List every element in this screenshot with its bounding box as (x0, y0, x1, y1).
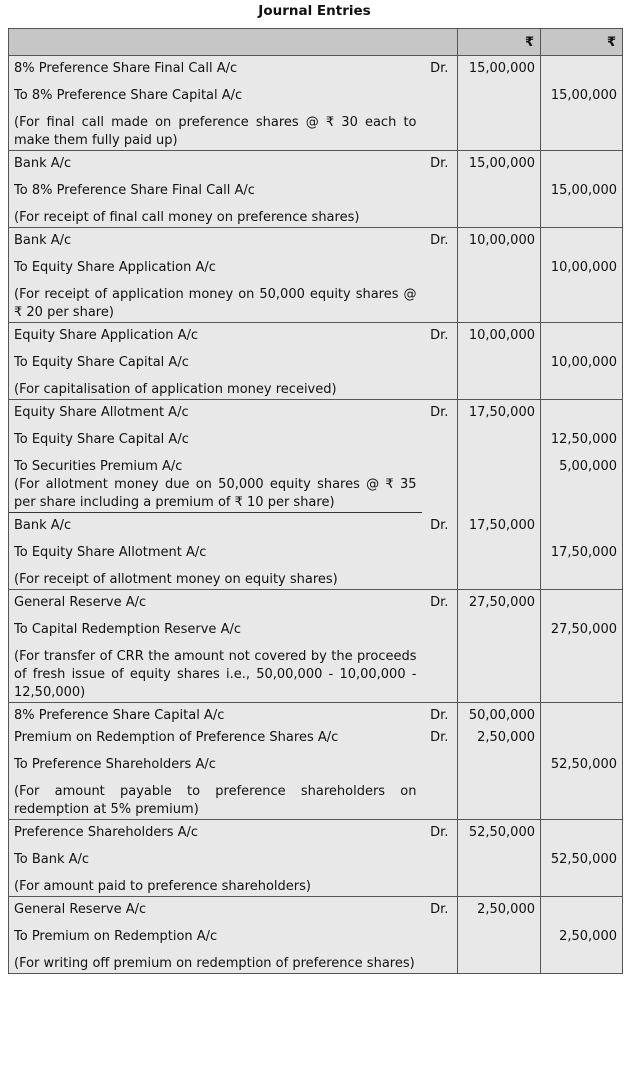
debit-amount (458, 612, 541, 639)
narration-dr-cell (422, 946, 458, 974)
debit-amount: 10,00,000 (458, 228, 541, 251)
dr-marker (422, 449, 458, 476)
table-row (9, 747, 623, 774)
credit-amount (541, 228, 623, 251)
narration-dr-cell (422, 277, 458, 323)
credit-amount: 15,00,000 (541, 78, 623, 105)
narration-debit-cell (458, 774, 541, 820)
dr-marker: Dr. (422, 400, 458, 423)
debit-account: Bank A/c (9, 513, 422, 536)
table-row (9, 842, 623, 869)
narration-dr-cell (422, 639, 458, 703)
credit-amount: 52,50,000 (541, 842, 623, 869)
debit-account: Equity Share Allotment A/c (9, 400, 422, 423)
narration-row (9, 869, 623, 897)
credit-header: ₹ (541, 29, 623, 56)
debit-amount: 15,00,000 (458, 151, 541, 174)
narration: (For writing off premium on redemption of preference shares) (9, 946, 422, 974)
credit-account: To Equity Share Application A/c (9, 250, 422, 277)
credit-amount (541, 400, 623, 423)
dr-marker: Dr. (422, 590, 458, 613)
table-row (9, 228, 623, 251)
narration-row (9, 277, 623, 323)
narration-row (9, 200, 623, 228)
dr-marker (422, 173, 458, 200)
credit-amount (541, 725, 623, 747)
credit-account: To Equity Share Allotment A/c (9, 535, 422, 562)
narration: (For amount paid to preference shareholders) (9, 869, 422, 897)
dr-marker: Dr. (422, 820, 458, 843)
table-row (9, 400, 623, 423)
table-row (9, 56, 623, 79)
table-row (9, 173, 623, 200)
table-row (9, 513, 623, 536)
table-row (9, 422, 623, 449)
debit-amount: 27,50,000 (458, 590, 541, 613)
credit-account: To 8% Preference Share Capital A/c (9, 78, 422, 105)
credit-amount (541, 590, 623, 613)
debit-account: Equity Share Application A/c (9, 323, 422, 346)
credit-amount: 10,00,000 (541, 345, 623, 372)
narration: (For transfer of CRR the amount not covered by the proceeds of fresh issue of equity shares i.e., 50,00,000 - 10,00,000 - 12,50,000) (9, 639, 422, 703)
narration-debit-cell (458, 277, 541, 323)
debit-amount (458, 422, 541, 449)
debit-account: Preference Shareholders A/c (9, 820, 422, 843)
narration-dr-cell (422, 200, 458, 228)
narration-credit-cell (541, 774, 623, 820)
narration-row (9, 946, 623, 974)
debit-amount (458, 535, 541, 562)
credit-amount (541, 56, 623, 79)
dr-marker (422, 612, 458, 639)
narration-credit-cell (541, 200, 623, 228)
credit-amount: 52,50,000 (541, 747, 623, 774)
debit-amount (458, 919, 541, 946)
dr-marker (422, 422, 458, 449)
debit-amount: 2,50,000 (458, 897, 541, 920)
credit-amount: 27,50,000 (541, 612, 623, 639)
narration: (For capitalisation of application money received) (9, 372, 422, 400)
narration-dr-cell (422, 105, 458, 151)
dr-marker (422, 345, 458, 372)
dr-marker: Dr. (422, 897, 458, 920)
narration-debit-cell (458, 200, 541, 228)
credit-account: To Securities Premium A/c (9, 449, 422, 476)
narration-debit-cell (458, 562, 541, 590)
table-row (9, 535, 623, 562)
narration-dr-cell (422, 869, 458, 897)
narration-row (9, 476, 623, 513)
debit-amount (458, 345, 541, 372)
debit-account: Bank A/c (9, 228, 422, 251)
table-header-row (9, 29, 623, 56)
credit-account: To Equity Share Capital A/c (9, 345, 422, 372)
narration-debit-cell (458, 105, 541, 151)
debit-amount: 15,00,000 (458, 56, 541, 79)
debit-amount: 10,00,000 (458, 323, 541, 346)
table-row (9, 345, 623, 372)
narration-row (9, 372, 623, 400)
table-row (9, 725, 623, 747)
debit-account: General Reserve A/c (9, 590, 422, 613)
credit-account: To Premium on Redemption A/c (9, 919, 422, 946)
table-row (9, 820, 623, 843)
credit-amount (541, 820, 623, 843)
credit-amount: 10,00,000 (541, 250, 623, 277)
debit-amount: 52,50,000 (458, 820, 541, 843)
narration-debit-cell (458, 946, 541, 974)
credit-amount: 17,50,000 (541, 535, 623, 562)
debit-amount (458, 250, 541, 277)
narration-dr-cell (422, 476, 458, 513)
dr-marker: Dr. (430, 61, 449, 76)
narration-debit-cell (458, 869, 541, 897)
table-row (9, 897, 623, 920)
narration-credit-cell (541, 372, 623, 400)
table-row (9, 612, 623, 639)
narration: (For receipt of application money on 50,000 equity shares @ ₹ 20 per share) (9, 277, 422, 323)
credit-account: To Capital Redemption Reserve A/c (9, 612, 422, 639)
dr-marker: Dr. (422, 703, 458, 726)
narration-dr-cell (422, 372, 458, 400)
credit-amount: 15,00,000 (541, 173, 623, 200)
journal-body (9, 56, 623, 974)
credit-amount (541, 703, 623, 726)
particulars-header (9, 29, 422, 56)
dr-marker: Dr. (422, 323, 458, 346)
dr-marker (422, 535, 458, 562)
narration: (For allotment money due on 50,000 equity shares @ ₹ 35 per share including a premium of ₹ 10 per share) (9, 476, 422, 513)
narration-debit-cell (458, 476, 541, 513)
credit-account: To Preference Shareholders A/c (9, 747, 422, 774)
debit-amount (458, 747, 541, 774)
debit-amount (458, 449, 541, 476)
narration-row (9, 639, 623, 703)
dr-marker: Dr. (422, 151, 458, 174)
dr-marker (422, 78, 458, 105)
dr-marker (422, 842, 458, 869)
table-row (9, 250, 623, 277)
narration-row (9, 105, 623, 151)
credit-amount (541, 897, 623, 920)
table-row (9, 323, 623, 346)
debit-amount: 17,50,000 (458, 400, 541, 423)
journal-table (8, 28, 623, 974)
credit-account: To 8% Preference Share Final Call A/c (9, 173, 422, 200)
credit-amount: 2,50,000 (541, 919, 623, 946)
dr-header (422, 29, 458, 56)
narration-credit-cell (541, 639, 623, 703)
narration-credit-cell (541, 476, 623, 513)
dr-marker (422, 747, 458, 774)
narration-debit-cell (458, 372, 541, 400)
dr-marker: Dr. (430, 730, 449, 745)
narration: (For receipt of allotment money on equity shares) (9, 562, 422, 590)
narration-dr-cell (422, 774, 458, 820)
narration-row (9, 562, 623, 590)
table-row (9, 590, 623, 613)
credit-account: To Equity Share Capital A/c (9, 422, 422, 449)
table-row (9, 703, 623, 726)
narration: (For amount payable to preference shareholders on redemption at 5% premium) (9, 774, 422, 820)
narration: (For final call made on preference shares @ ₹ 30 each to make them fully paid up) (9, 105, 422, 151)
narration-credit-cell (541, 869, 623, 897)
narration-row (9, 774, 623, 820)
table-row (9, 78, 623, 105)
credit-amount (541, 323, 623, 346)
table-row (9, 919, 623, 946)
dr-marker (422, 919, 458, 946)
credit-amount: 5,00,000 (541, 449, 623, 476)
narration: (For receipt of final call money on preference shares) (9, 200, 422, 228)
debit-header: ₹ (458, 29, 541, 56)
debit-amount (458, 78, 541, 105)
narration-credit-cell (541, 946, 623, 974)
debit-account: Bank A/c (9, 151, 422, 174)
narration-credit-cell (541, 105, 623, 151)
debit-account: Premium on Redemption of Preference Shares A/c (9, 725, 422, 747)
narration-dr-cell (422, 562, 458, 590)
narration-credit-cell (541, 277, 623, 323)
narration-debit-cell (458, 639, 541, 703)
table-row (9, 449, 623, 476)
dr-marker (422, 250, 458, 277)
credit-amount (541, 151, 623, 174)
debit-amount: 50,00,000 (458, 703, 541, 726)
dr-marker: Dr. (422, 228, 458, 251)
narration-credit-cell (541, 562, 623, 590)
page-title: Journal Entries (258, 3, 371, 19)
debit-account: General Reserve A/c (9, 897, 422, 920)
credit-amount: 12,50,000 (541, 422, 623, 449)
table-row (9, 151, 623, 174)
debit-account: 8% Preference Share Final Call A/c (9, 56, 422, 79)
credit-account: To Bank A/c (9, 842, 422, 869)
debit-account: 8% Preference Share Capital A/c (9, 703, 422, 726)
debit-amount: 17,50,000 (458, 513, 541, 536)
dr-marker: Dr. (430, 517, 449, 533)
credit-amount (541, 513, 623, 536)
debit-amount (458, 842, 541, 869)
debit-amount (458, 173, 541, 200)
debit-amount: 2,50,000 (458, 725, 541, 747)
